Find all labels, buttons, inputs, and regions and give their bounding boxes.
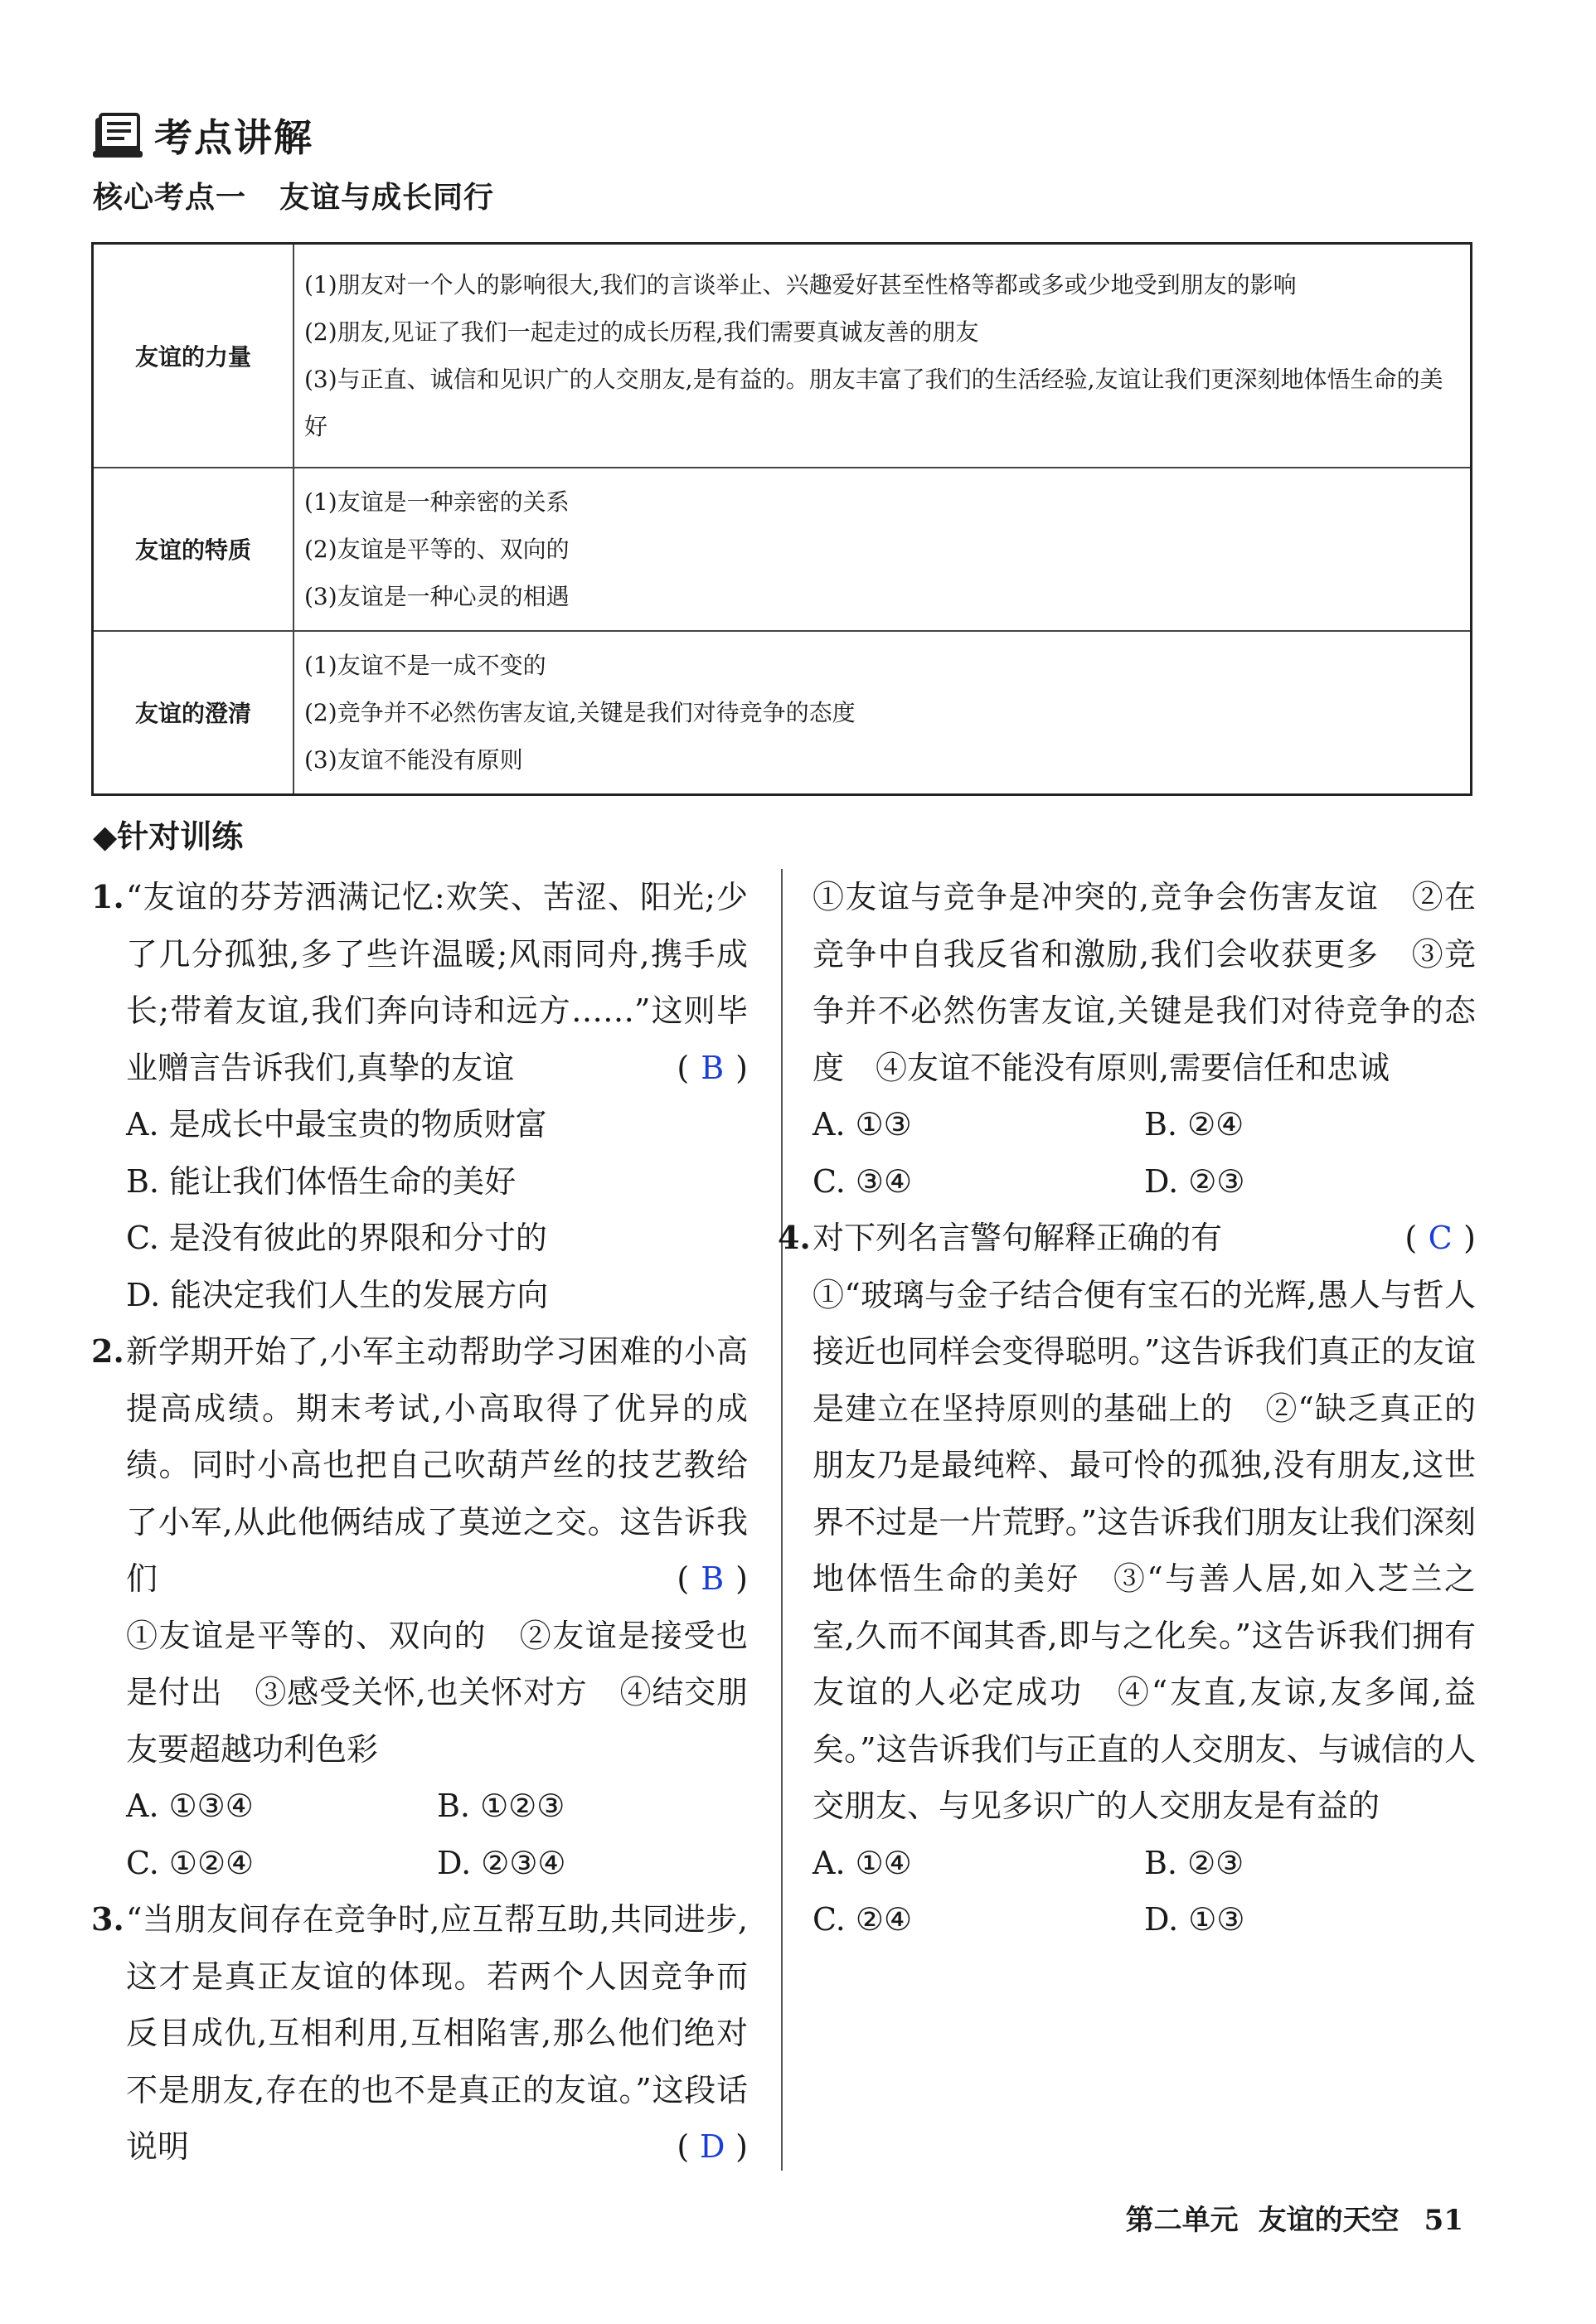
core-point-title [93,174,494,216]
table-row [93,244,1472,468]
table-point: (3)友谊不能没有原则 [304,745,523,774]
table-category: 友谊的澄清 [93,631,294,795]
right-column [778,869,1476,1948]
question-statements: ①友谊与竞争是冲突的,竞争会伤害友谊 ②在竞争中自我反省和激励,我们会收获更多 ③竞争并不必然伤害友谊,关键是我们对待竞争的态度 ④友谊不能没有原则,需要信任和忠诚 [813,879,1476,1086]
option: C. 是没有彼此的界限和分寸的 [126,1220,547,1256]
question-stem: 对下列名言警句解释正确的有 [813,1220,1223,1256]
table-point: (1)友谊不是一成不变的 [304,651,546,679]
table-points [293,468,1472,631]
option: A. ①③④ [126,1788,254,1824]
table-points [293,631,1472,795]
footer-title: 友谊的天空 [1258,2204,1400,2237]
question-1 [91,869,748,1323]
footer-unit: 第二单元 [1125,2204,1239,2237]
question-stem: “友谊的芬芳洒满记忆:欢笑、苦涩、阳光;少了几分孤独,多了些许温暖;风雨同舟,携手成长;带着友谊,我们奔向诗和远方……”这则毕业赠言告诉我们,真挚的友谊 [126,879,748,1086]
table-point: (2)友谊是平等的、双向的 [304,535,570,563]
answer-letter: D [699,2128,725,2165]
table-point: (2)朋友,见证了我们一起走过的成长历程,我们需要真诚友善的朋友 [304,318,979,346]
core-point-topic: 友谊与成长同行 [279,181,495,215]
option: D. ②③ [1144,1162,1245,1200]
table-point: (1)朋友对一个人的影响很大,我们的言谈举止、兴趣爱好甚至性格等都或多或少地受到朋友的影响 [304,270,1297,298]
table-point: (3)与正直、诚信和见识广的人交朋友,是有益的。朋友丰富了我们的生活经验,友谊让我们更深刻地体悟生命的美好 [304,365,1443,440]
question-2 [91,1323,748,1891]
question-4 [778,1210,1476,1948]
answer-bracket: ( C ) [1404,1210,1476,1267]
option: B. ②③ [1144,1844,1244,1881]
table-points [293,244,1472,468]
question-stem: 新学期开始了,小军主动帮助学习困难的小高提高成绩。期末考试,小高取得了优异的成绩。同时小高也把自己吹葫芦丝的技艺教给了小军,从此他俩结成了莫逆之交。这告诉我们 [126,1333,748,1597]
answer-letter: B [701,1049,725,1086]
option: B. ①②③ [437,1788,565,1824]
option: D. 能决定我们人生的发展方向 [126,1276,549,1313]
page-footer [1126,2197,1463,2238]
training-heading: ◆针对训练 [93,818,244,855]
answer-bracket: ( B ) [677,1040,748,1097]
option: A. ①④ [813,1844,912,1881]
option: D. ①③ [1144,1901,1245,1938]
question-number: 3. [91,1900,124,1938]
table-point: (1)友谊是一种亲密的关系 [304,488,570,516]
question-statements: ①友谊是平等的、双向的 ②友谊是接受也是付出 ③感受关怀,也关怀对方 ④结交朋友要超越功利色彩 [126,1617,748,1768]
option: C. ③④ [813,1162,913,1200]
page-number: 51 [1424,2204,1463,2237]
question-3-continued [813,869,1476,1210]
question-number: 1. [91,878,124,915]
option: C. ②④ [813,1901,913,1938]
answer-bracket: ( D ) [677,2118,748,2176]
answer-bracket: ( B ) [677,1550,748,1608]
question-number: 4. [778,1219,811,1256]
answer-letter: B [701,1560,725,1597]
table-category: 友谊的特质 [93,468,294,631]
question-number: 2. [91,1332,124,1370]
book-icon [93,111,146,159]
table-row [93,631,1472,795]
table-category: 友谊的力量 [93,244,294,468]
section-header [93,106,313,164]
option: B. 能让我们体悟生命的美好 [126,1162,517,1200]
table-point: (3)友谊是一种心灵的相遇 [304,582,570,610]
question-stem: “当朋友间存在竞争时,应互帮互助,共同进步,这才是真正友谊的体现。若两个人因竞争而反目成仇,互相利用,互相陷害,那么他们绝对不是朋友,存在的也不是真正的友谊。”这段话说明 [126,1901,748,2165]
core-point-label: 核心考点一 [93,181,247,215]
knowledge-table [91,242,1472,796]
table-point: (2)竞争并不必然伤害友谊,关键是我们对待竞争的态度 [304,698,856,726]
option: A. 是成长中最宝贵的物质财富 [126,1106,547,1143]
section-title: 考点讲解 [154,115,313,160]
table-row [93,468,1472,631]
option: C. ①②④ [126,1844,255,1881]
left-column [91,869,748,2176]
question-3 [91,1891,748,2176]
question-statements: ①“玻璃与金子结合便有宝石的光辉,愚人与哲人接近也同样会变得聪明。”这告诉我们真正的友谊是建立在坚持原则的基础上的 ②“缺乏真正的朋友乃是最纯粹、最可怜的孤独,没有朋友,这世界不过是一片荒野。”这告诉我们朋友让我们深刻地体悟生命的美好 ③“与善人居,如入芝兰之室,久而不闻其香,即与之化矣。”这告诉我们拥有友谊的人必定成功 ④“友直,友谅,友多闻,益矣。”这告诉我们与正直的人交朋友、与诚信的人交朋友、与见多识广的人交朋友是有益的 [813,1276,1476,1824]
option: D. ②③④ [437,1844,566,1881]
answer-letter: C [1428,1220,1453,1256]
option: A. ①③ [813,1106,912,1143]
option: B. ②④ [1144,1106,1244,1143]
